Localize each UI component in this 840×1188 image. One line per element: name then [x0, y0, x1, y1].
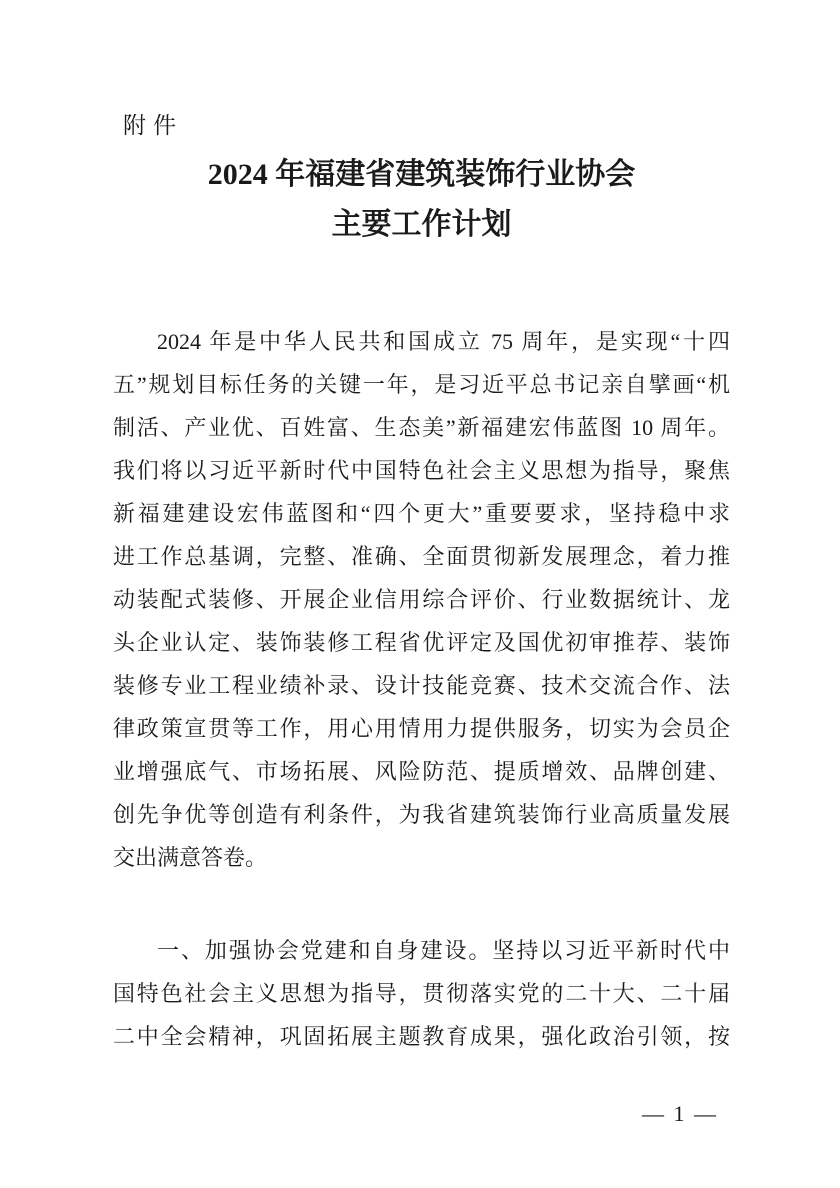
text-line: 我们将以习近平新时代中国特色社会主义思想为指导，聚焦: [113, 458, 730, 483]
text-line: 进工作总基调，完整、准确、全面贯彻新发展理念，着力推: [113, 544, 730, 569]
text-line: 一、加强协会党建和自身建设。坚持以习近平新时代中: [157, 938, 730, 963]
text-line: 新福建建设宏伟蓝图和“四个更大”重要要求，坚持稳中求: [113, 501, 730, 526]
document-body: [113, 320, 730, 1058]
text-line: 交出满意答卷。: [113, 845, 268, 870]
text-line: 2024 年是中华人民共和国成立 75 周年，是实现“十四: [157, 329, 730, 354]
text-line: 律政策宣贯等工作，用心用情用力提供服务，切实为会员企: [113, 716, 730, 741]
text-line: 二中全会精神，巩固拓展主题教育成果，强化政治引领，按: [113, 1024, 730, 1049]
text-line: 头企业认定、装饰装修工程省优评定及国优初审推荐、装饰: [113, 630, 730, 655]
text-line: 制活、产业优、百姓富、生态美”新福建宏伟蓝图 10 周年。: [113, 415, 730, 440]
text-line: 装修专业工程业绩补录、设计技能竞赛、技术交流合作、法: [113, 673, 730, 698]
document-title-line-2: 主要工作计划: [331, 208, 512, 241]
page-number: — 1 —: [642, 1101, 718, 1126]
attachment-label: 附件: [123, 113, 183, 138]
document-title: [113, 150, 730, 250]
text-line: 业增强底气、市场拓展、风险防范、提质增效、品牌创建、: [113, 759, 730, 784]
text-line: 动装配式装修、开展企业信用综合评价、行业数据统计、龙: [113, 587, 730, 612]
text-line: 国特色社会主义思想为指导，贯彻落实党的二十大、二十届: [113, 981, 730, 1006]
paragraph: [113, 929, 730, 1058]
text-line: 五”规划目标任务的关键一年，是习近平总书记亲自擘画“机: [113, 372, 730, 397]
paragraph: [113, 320, 730, 879]
document-title-line-1: 2024 年福建省建筑装饰行业协会: [207, 158, 636, 191]
text-line: 创先争优等创造有利条件，为我省建筑装饰行业高质量发展: [113, 802, 730, 827]
